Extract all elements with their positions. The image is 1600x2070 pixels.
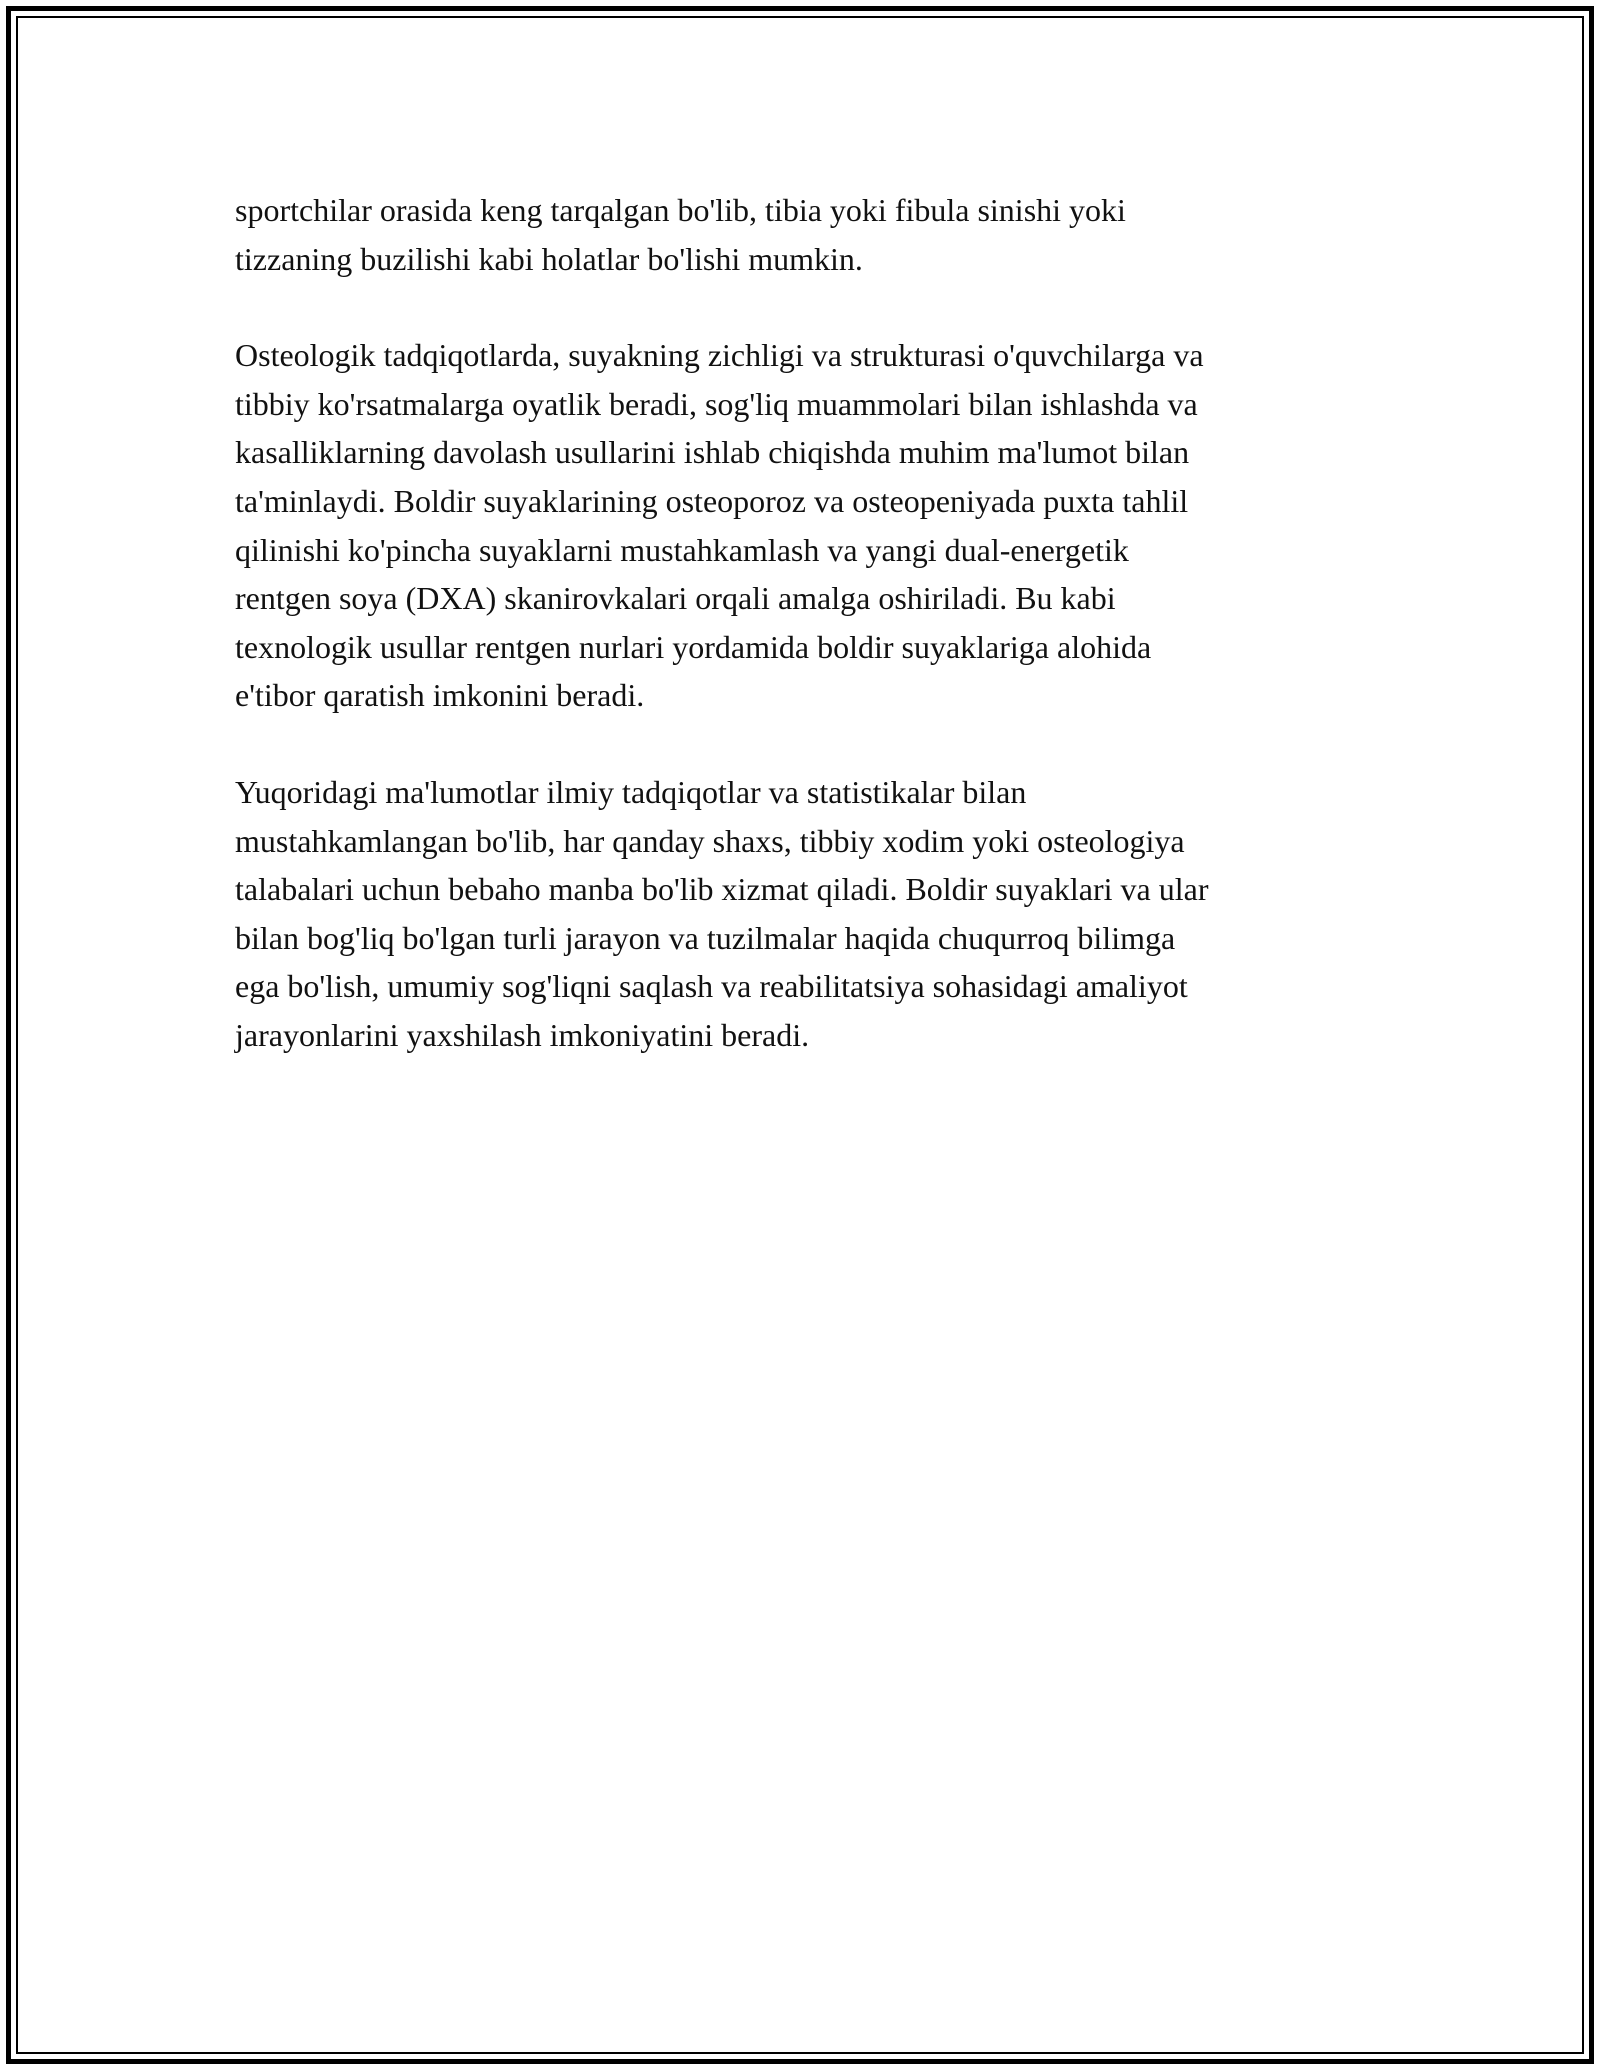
- document-body: [235, 186, 1365, 1108]
- paragraph-osteology-research: Osteologik tadqiqotlarda, suyakning zichligi va strukturasi o'quvchilarga va tibbiy ko'rsatmalarga oyatlik beradi, sog'liq muammolari bilan ishlashda va kasalliklarning davolash usullarini ishlab chiqishda muhim ma'lumot bilan ta'minlaydi. Boldir suyaklarining osteoporoz va osteopeniyada puxta tahlil qilinishi ko'pincha suyaklarni mustahkamlash va yangi dual-energetik rentgen soya (DXA) skanirovkalari orqali amalga oshiriladi. Bu kabi texnologik usullar rentgen nurlari yordamida boldir suyaklariga alohida e'tibor qaratish imkonini beradi.: [235, 337, 1204, 714]
- paragraph-conclusion: Yuqoridagi ma'lumotlar ilmiy tadqiqotlar va statistikalar bilan mustahkamlangan bo'lib, har qanday shaxs, tibbiy xodim yoki osteologiya talabalari uchun bebaho manba bo'lib xizmat qiladi. Boldir suyaklari va ular bilan bog'liq bo'lgan turli jarayon va tuzilmalar haqida chuqurroq bilimga ega bo'lish, umumiy sog'liqni saqlash va reabilitatsiya sohasidagi amaliyot jarayonlarini yaxshilash imkoniyatini beradi.: [235, 773, 1209, 1053]
- paragraph-sports-injuries: sportchilar orasida keng tarqalgan bo'lib, tibia yoki fibula sinishi yoki tizzaning buzilishi kabi holatlar bo'lishi mumkin.: [235, 192, 1126, 277]
